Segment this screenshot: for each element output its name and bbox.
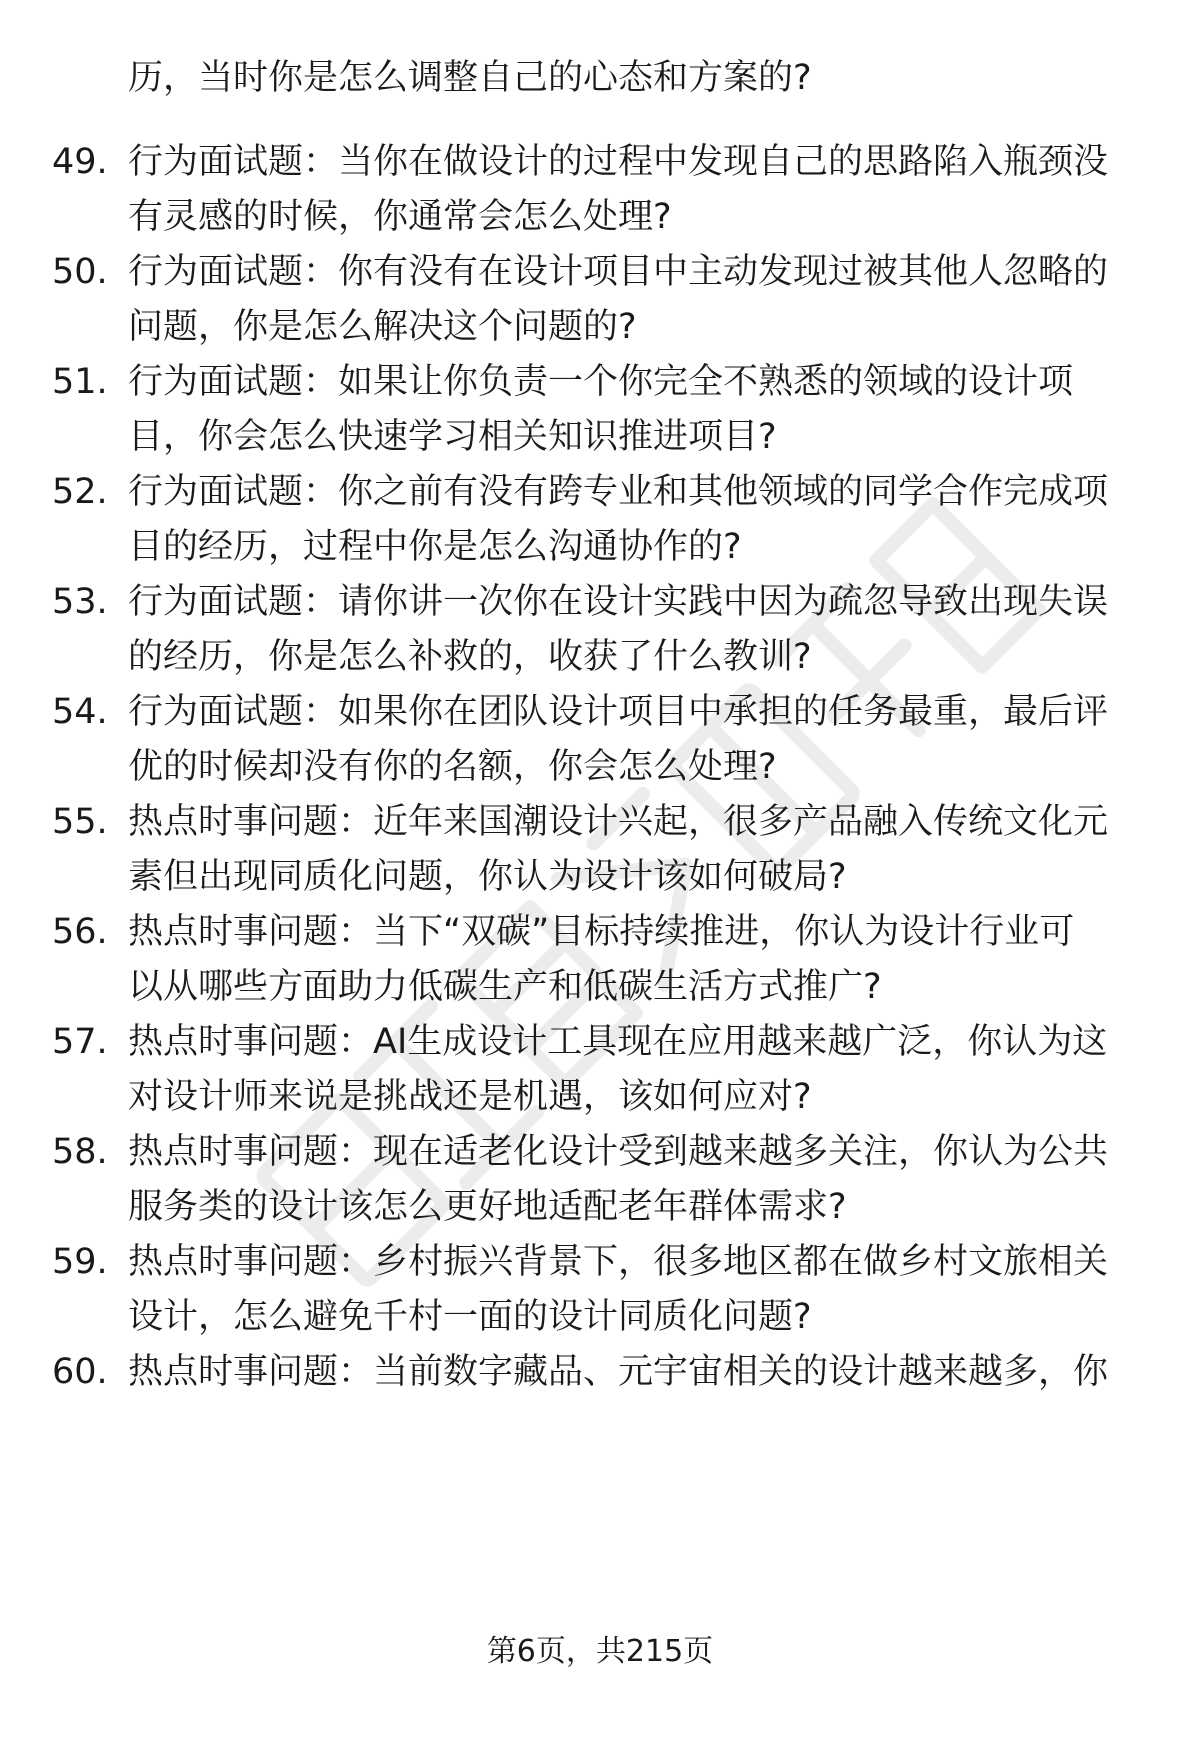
item-text-line-1: 热点时事问题：近年来国潮设计兴起，很多产品融入传统文化元 [128,802,1109,842]
item-text-line-1: 行为面试题：当你在做设计的过程中发现自己的思路陷入瓶颈没 [128,142,1109,182]
item-text-line-2: 有灵感的时候，你通常会怎么处理? [128,197,672,237]
item-text-line-2: 目的经历，过程中你是怎么沟通协作的? [128,527,742,567]
item-text-line-2: 优的时候却没有你的名额，你会怎么处理? [128,747,777,787]
item-text-line-1: 行为面试题：请你讲一次你在设计实践中因为疏忽导致出现失误 [128,582,1109,622]
item-text-line-1: 行为面试题：如果你在团队设计项目中承担的任务最重，最后评 [128,692,1109,732]
item-text-line-1: 行为面试题：你之前有没有跨专业和其他领域的同学合作完成项 [128,472,1109,512]
item-number: 59. [52,1242,108,1282]
item-text-line-2: 的经历，你是怎么补救的，收获了什么教训? [128,637,812,677]
item-text-line-2: 问题，你是怎么解决这个问题的? [128,307,637,347]
item-number: 56. [52,912,108,952]
item-number: 58. [52,1132,108,1172]
list-item [52,1236,1152,1346]
item-text-line-2: 素但出现同质化问题，你认为设计该如何破局? [128,857,847,897]
item-number: 60. [52,1352,108,1392]
item-number: 54. [52,692,108,732]
item-text-line-2: 对设计师来说是挑战还是机遇，该如何应对? [128,1077,812,1117]
list-item [52,1016,1152,1126]
item-text-line-1: 热点时事问题：当下“双碳”目标持续推进，你认为设计行业可 [128,912,1075,952]
list-item [52,356,1152,466]
list-item [52,576,1152,686]
item-text-line-2: 以从哪些方面助力低碳生产和低碳生活方式推广? [128,967,882,1007]
item-text-line-1: 热点时事问题：AI生成设计工具现在应用越来越广泛，你认为这 [128,1022,1108,1062]
list-item [52,246,1152,356]
list-item [52,906,1152,1016]
page-footer: 第6页，共215页 [486,1634,714,1669]
list-item [52,136,1152,246]
item-text-line-2: 服务类的设计该怎么更好地适配老年群体需求? [128,1187,847,1227]
item-text-line-1: 热点时事问题：现在适老化设计受到越来越多关注，你认为公共 [128,1132,1109,1172]
list-item [52,686,1152,796]
list-item [52,1126,1152,1236]
item-number: 52. [52,472,108,512]
item-text-line-1: 行为面试题：你有没有在设计项目中主动发现过被其他人忽略的 [128,252,1109,292]
item-number: 57. [52,1022,108,1062]
item-text-line-1: 热点时事问题：当前数字藏品、元宇宙相关的设计越来越多，你 [128,1352,1109,1392]
list-item [52,796,1152,906]
item-text-line-2: 目，你会怎么快速学习相关知识推进项目? [128,417,777,457]
list-item [52,1346,1152,1456]
item-number: 53. [52,582,108,622]
item-number: 55. [52,802,108,842]
item-text-line-2: 设计，怎么避免千村一面的设计同质化问题? [128,1297,812,1337]
item-number: 49. [52,142,108,182]
item-text-line-1: 行为面试题：如果让你负责一个你完全不熟悉的领域的设计项 [128,362,1074,402]
continued-text: 历，当时你是怎么调整自己的心态和方案的? [128,58,812,98]
item-text-line-1: 热点时事问题：乡村振兴背景下，很多地区都在做乡村文旅相关 [128,1242,1109,1282]
list-item [52,466,1152,576]
item-number: 50. [52,252,108,292]
item-number: 51. [52,362,108,402]
